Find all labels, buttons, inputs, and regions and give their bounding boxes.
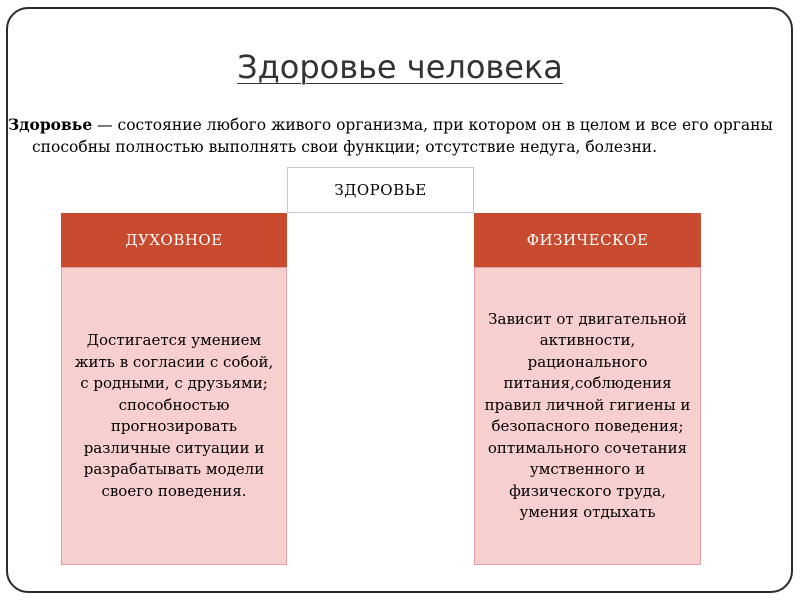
physical-paragraph-2: оптимального сочетания умственного и физического труда, умения отдыхать	[487, 438, 688, 521]
definition-body: — состояние любого живого организма, при котором он в целом и все его органы способны полностью выполнять свои функции; отсутствие недуга, болезни.	[32, 116, 773, 156]
spiritual-paragraph-2: способностью прогнозировать различные ситуации и разрабатывать модели своего поведения.	[83, 395, 265, 500]
physical-description	[474, 267, 701, 565]
spiritual-header: ДУХОВНОЕ	[61, 213, 287, 267]
definition-term: Здоровье	[8, 115, 93, 134]
definition-text	[8, 114, 800, 158]
root-node-health: ЗДОРОВЬЕ	[287, 167, 474, 213]
spiritual-paragraph-1: Достигается умением жить в согласии с собой, с родными, с друзьями;	[74, 331, 274, 392]
slide-title: Здоровье человека	[237, 48, 563, 86]
physical-header: ФИЗИЧЕСКОЕ	[474, 213, 701, 267]
physical-paragraph-1: Зависит от двигательной активности, рационального питания,соблюдения правил личной гигиены и безопасного поведения;	[484, 309, 691, 435]
spiritual-description	[61, 267, 287, 565]
